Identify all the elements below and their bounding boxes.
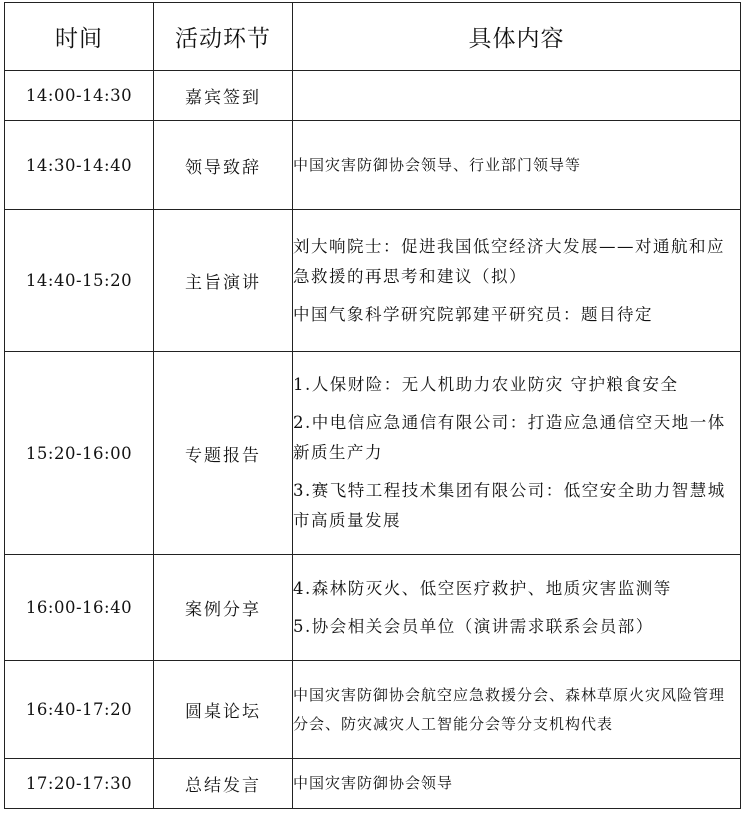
content-cell (293, 661, 741, 759)
time-cell: 15:20-16:00 (5, 352, 154, 555)
segment-cell: 嘉宾签到 (154, 71, 293, 121)
segment-cell: 专题报告 (154, 352, 293, 555)
header-segment: 活动环节 (154, 3, 293, 71)
time-cell: 16:00-16:40 (5, 555, 154, 661)
time-cell: 17:20-17:30 (5, 759, 154, 809)
content-cell (293, 121, 741, 210)
time-cell: 14:40-15:20 (5, 210, 154, 352)
content-cell (293, 555, 741, 661)
content-cell (293, 352, 741, 555)
table-row (5, 210, 741, 352)
time-cell: 14:00-14:30 (5, 71, 154, 121)
table-row (5, 555, 741, 661)
segment-cell: 主旨演讲 (154, 210, 293, 352)
header-row (5, 3, 741, 71)
header-content: 具体内容 (293, 3, 741, 71)
segment-cell: 圆桌论坛 (154, 661, 293, 759)
content-line: 3.赛飞特工程技术集团有限公司：低空安全助力智慧城市高质量发展 (293, 481, 726, 530)
content-line: 2.中电信应急通信有限公司：打造应急通信空天地一体新质生产力 (293, 413, 726, 462)
content-cell (293, 71, 741, 121)
content-line: 1.人保财险：无人机助力农业防灾 守护粮食安全 (293, 375, 679, 394)
content-line: 中国灾害防御协会航空应急救援分会、森林草原火灾风险管理分会、防灾减灾人工智能分会等分支机构代表 (293, 685, 726, 733)
content-line: 5.协会相关会员单位（演讲需求联系会员部） (293, 616, 654, 636)
content-line: 4.森林防灭火、低空医疗救护、地质灾害监测等 (293, 578, 672, 598)
agenda-table (4, 2, 741, 809)
table-row (5, 352, 741, 555)
content-cell (293, 210, 741, 352)
content-line: 中国气象科学研究院郭建平研究员：题目待定 (293, 304, 653, 324)
content-line: 中国灾害防御协会领导、行业部门领导等 (293, 155, 582, 174)
segment-cell: 总结发言 (154, 759, 293, 809)
table-row (5, 71, 741, 121)
time-cell: 16:40-17:20 (5, 661, 154, 759)
table-row (5, 661, 741, 759)
table-row (5, 759, 741, 809)
segment-cell: 领导致辞 (154, 121, 293, 210)
table-row (5, 121, 741, 210)
content-cell (293, 759, 741, 809)
header-time: 时间 (5, 3, 154, 71)
time-cell: 14:30-14:40 (5, 121, 154, 210)
segment-cell: 案例分享 (154, 555, 293, 661)
content-line: 刘大响院士：促进我国低空经济大发展——对通航和应急救援的再思考和建议（拟） (293, 236, 725, 286)
content-line: 中国灾害防御协会领导 (293, 774, 454, 792)
